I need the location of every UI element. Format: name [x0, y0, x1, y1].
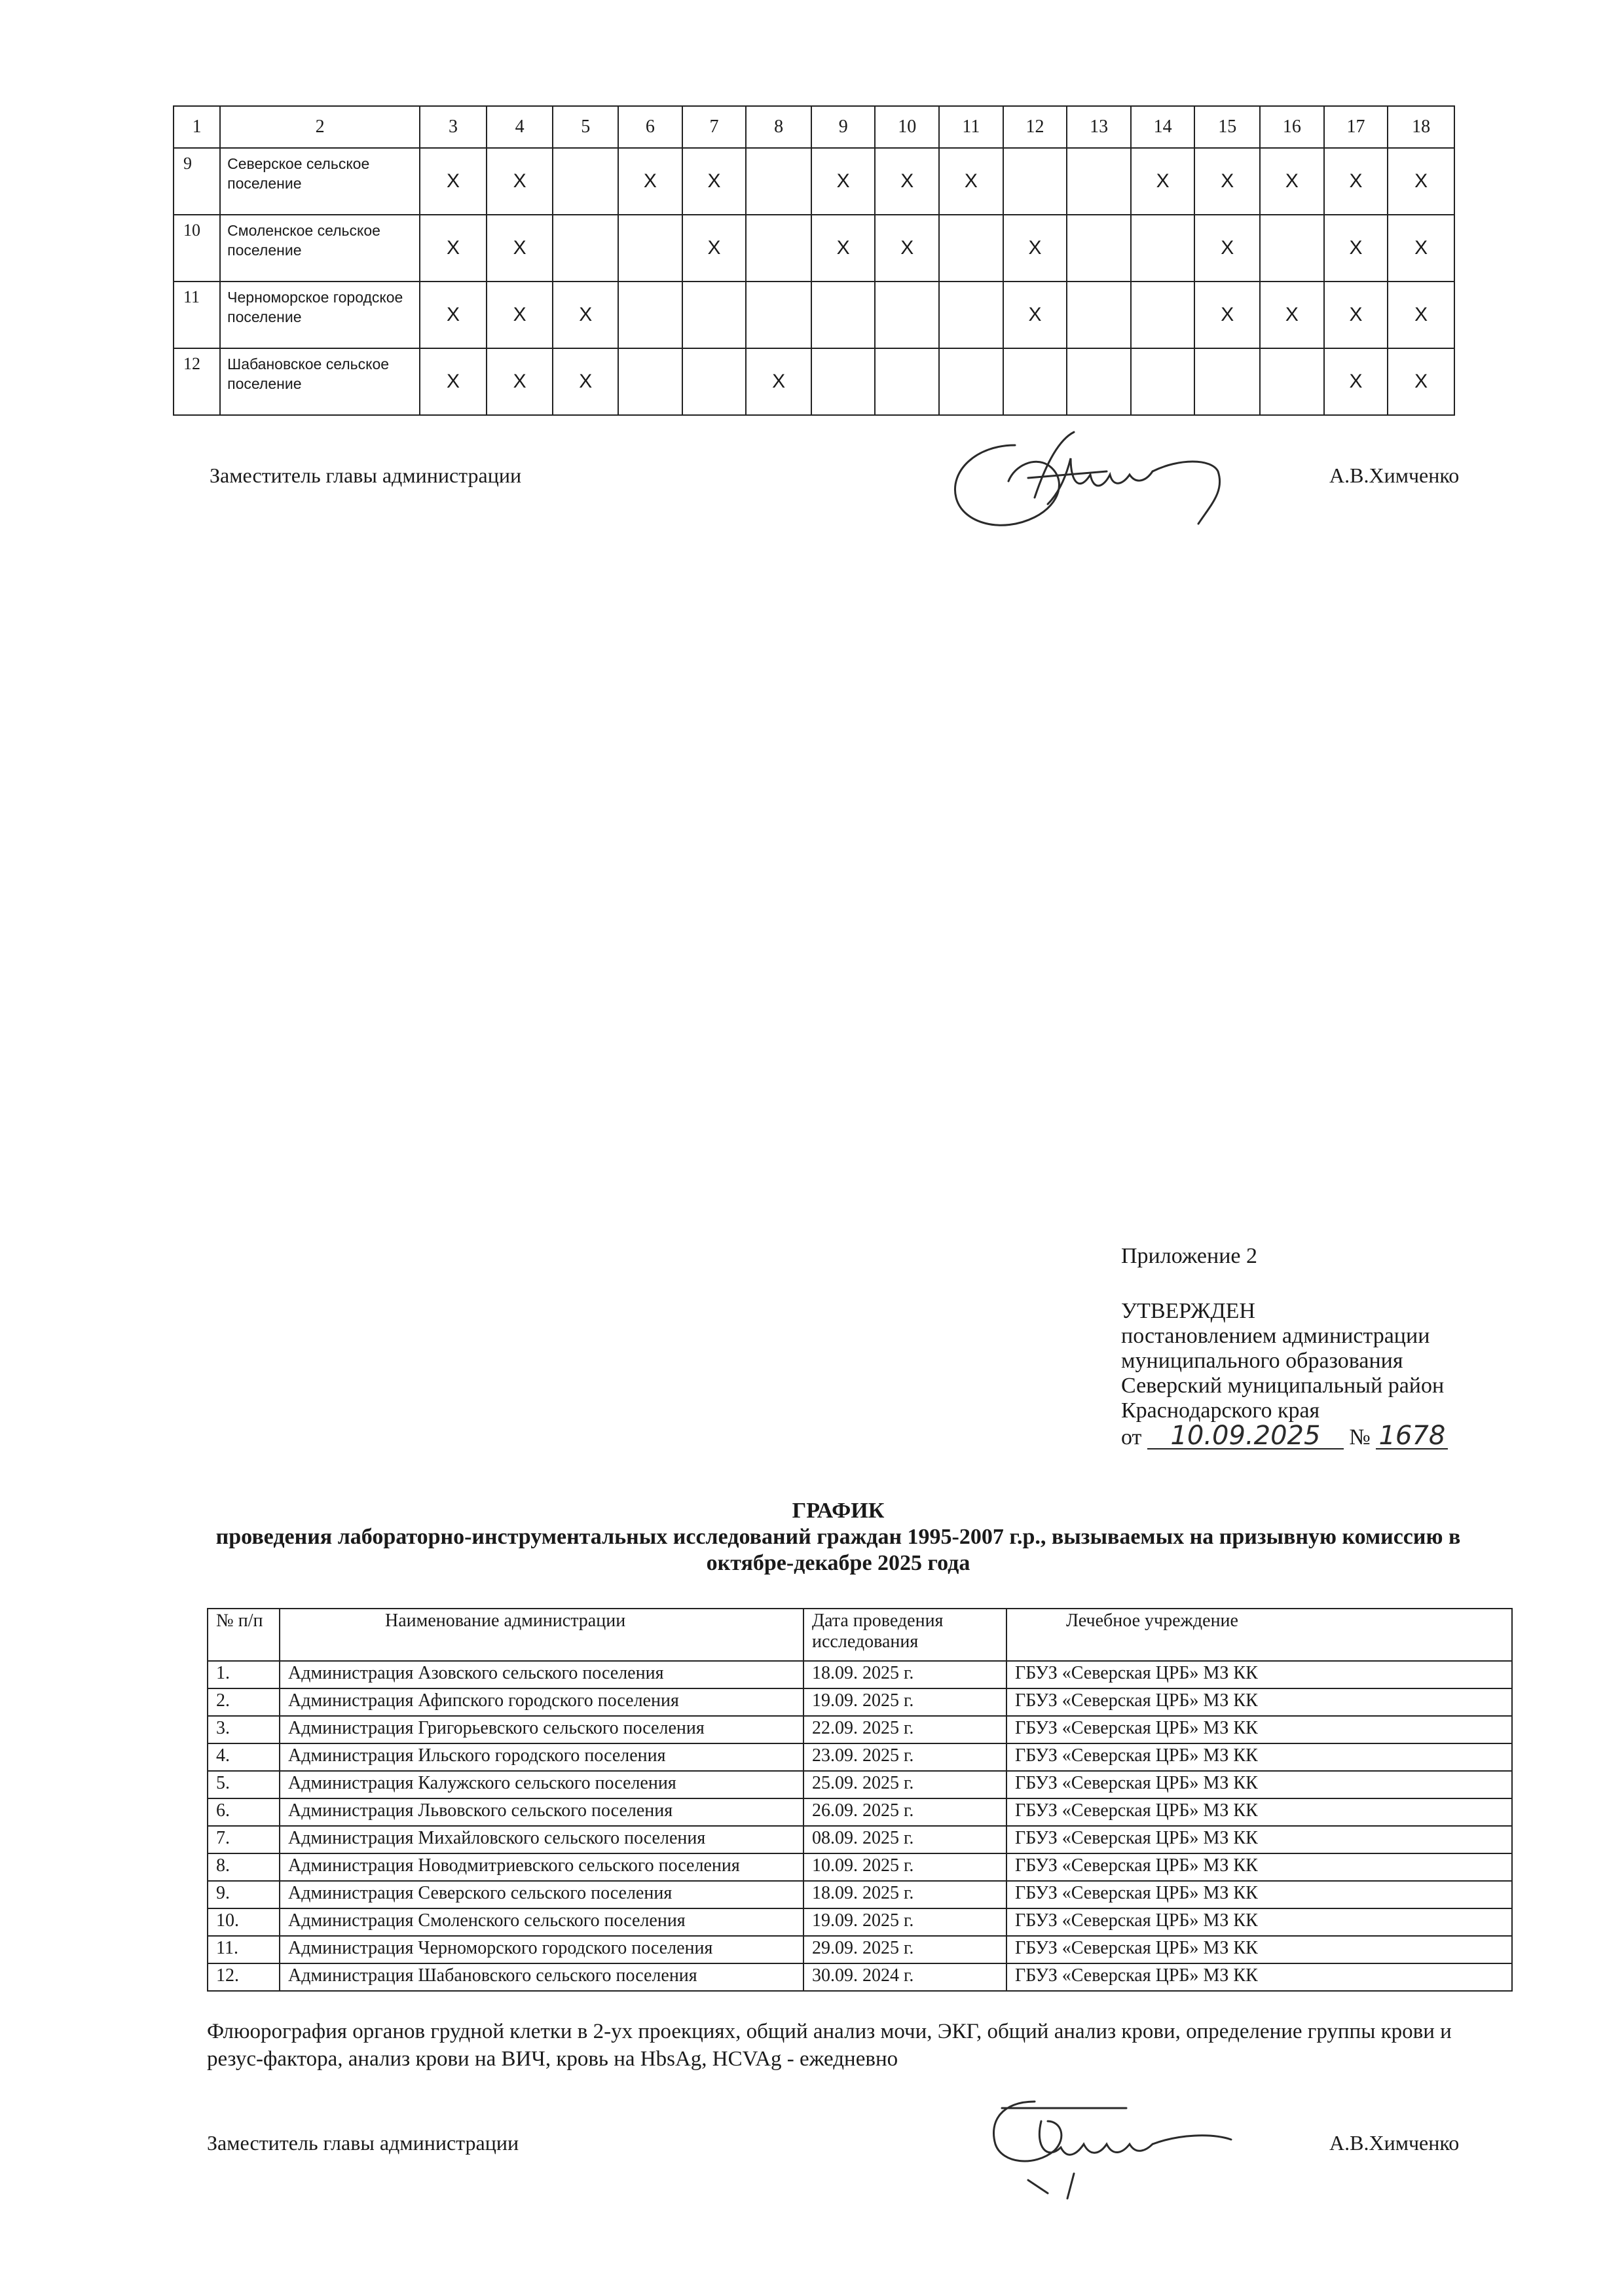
mark-cell	[1067, 282, 1131, 348]
administration-name: Администрация Ильского городского поселения	[280, 1743, 803, 1771]
row-number: 12	[174, 348, 220, 415]
examination-date: 22.09. 2025 г.	[803, 1716, 1006, 1743]
approval-number-handwritten: 1678	[1376, 1423, 1448, 1449]
row-number: 11.	[208, 1936, 280, 1963]
number-prefix: №	[1349, 1425, 1371, 1449]
appendix-block	[1121, 1244, 1448, 1453]
mark-cell: X	[811, 148, 876, 215]
table-row	[208, 1771, 1512, 1798]
table-row	[208, 1688, 1512, 1716]
mark-cell	[939, 348, 1003, 415]
grid-header-cell: 16	[1260, 106, 1324, 148]
table-row	[208, 1716, 1512, 1743]
research-note: Флюорография органов грудной клетки в 2-ух проекциях, общий анализ мочи, ЭКГ, общий анализ крови, определение группы крови и резус-фактора, анализ крови на ВИЧ, кровь на HbsAg, HCVAg - ежедневно	[207, 2020, 1452, 2071]
signature-position-top: Заместитель главы администрации	[210, 464, 522, 487]
mark-cell: X	[1324, 215, 1388, 282]
grid-header-cell: 6	[618, 106, 682, 148]
mark-cell	[746, 282, 811, 348]
grid-header-cell: 4	[487, 106, 553, 148]
mark-cell	[682, 282, 747, 348]
signature-position-bottom: Заместитель главы администрации	[207, 2131, 519, 2155]
row-number: 4.	[208, 1743, 280, 1771]
table-row	[174, 282, 1454, 348]
administration-name: Администрация Калужского сельского поселения	[280, 1771, 803, 1798]
title-heading: ГРАФИК	[792, 1499, 885, 1523]
administration-name: Администрация Михайловского сельского поселения	[280, 1826, 803, 1853]
header-name: Наименование администрации	[280, 1609, 803, 1661]
mark-cell: X	[1003, 215, 1067, 282]
settlement-name: Смоленское сельское поселение	[220, 215, 420, 282]
grid-header-cell: 5	[553, 106, 618, 148]
grid-header-cell: 7	[682, 106, 747, 148]
settlement-name: Северское сельское поселение	[220, 148, 420, 215]
mark-cell: X	[487, 215, 553, 282]
header-num: № п/п	[208, 1609, 280, 1661]
administration-name: Администрация Смоленского сельского поселения	[280, 1908, 803, 1936]
mark-cell	[618, 348, 682, 415]
header-clinic: Лечебное учреждение	[1006, 1609, 1512, 1661]
mark-cell	[811, 282, 876, 348]
table-row	[174, 215, 1454, 282]
table-row	[208, 1908, 1512, 1936]
grid-header-cell: 15	[1194, 106, 1260, 148]
schedule-header-row	[208, 1609, 1512, 1661]
clinic-name: ГБУЗ «Северская ЦРБ» МЗ КК	[1006, 1826, 1512, 1853]
mark-cell: X	[487, 148, 553, 215]
mark-cell	[1260, 215, 1324, 282]
clinic-name: ГБУЗ «Северская ЦРБ» МЗ КК	[1006, 1963, 1512, 1991]
approved-line: муниципального образования	[1121, 1349, 1403, 1373]
approved-line: Краснодарского края	[1121, 1398, 1320, 1423]
mark-cell: X	[420, 348, 487, 415]
grid-header-cell: 17	[1324, 106, 1388, 148]
examination-date: 29.09. 2025 г.	[803, 1936, 1006, 1963]
clinic-name: ГБУЗ «Северская ЦРБ» МЗ КК	[1006, 1661, 1512, 1688]
mark-cell	[618, 215, 682, 282]
title-subtitle: проведения лабораторно-инструментальных исследований граждан 1995-2007 г.р., вызываемых на призывную комиссию в октябре-декабре 2025 года	[215, 1525, 1461, 1575]
mark-cell: X	[939, 148, 1003, 215]
row-number: 12.	[208, 1963, 280, 1991]
mark-cell	[875, 348, 939, 415]
document-title	[196, 1498, 1480, 1576]
mark-cell	[1067, 215, 1131, 282]
clinic-name: ГБУЗ «Северская ЦРБ» МЗ КК	[1006, 1716, 1512, 1743]
signature-name-bottom: А.В.Химченко	[1329, 2131, 1460, 2155]
table-row	[208, 1743, 1512, 1771]
mark-cell: X	[875, 148, 939, 215]
mark-cell: X	[1324, 148, 1388, 215]
grid-header-cell: 8	[746, 106, 811, 148]
grid-header-cell: 10	[875, 106, 939, 148]
mark-cell	[1003, 148, 1067, 215]
grid-header-cell: 13	[1067, 106, 1131, 148]
from-prefix: от	[1121, 1425, 1142, 1449]
mark-cell: X	[1260, 148, 1324, 215]
mark-cell	[1067, 148, 1131, 215]
approved-label: УТВЕРЖДЕН	[1121, 1299, 1255, 1323]
table-row	[174, 148, 1454, 215]
mark-cell	[1131, 215, 1195, 282]
mark-cell: X	[420, 215, 487, 282]
administration-name: Администрация Азовского сельского поселения	[280, 1661, 803, 1688]
row-number: 1.	[208, 1661, 280, 1688]
row-number: 10	[174, 215, 220, 282]
examination-date: 19.09. 2025 г.	[803, 1688, 1006, 1716]
mark-cell: X	[1388, 348, 1454, 415]
clinic-name: ГБУЗ «Северская ЦРБ» МЗ КК	[1006, 1853, 1512, 1881]
table-row	[208, 1881, 1512, 1908]
row-number: 10.	[208, 1908, 280, 1936]
handwritten-signature-bottom	[963, 2082, 1251, 2200]
clinic-name: ГБУЗ «Северская ЦРБ» МЗ КК	[1006, 1798, 1512, 1826]
administration-name: Администрация Львовского сельского поселения	[280, 1798, 803, 1826]
mark-cell: X	[811, 215, 876, 282]
appendix-label: Приложение 2	[1121, 1244, 1257, 1268]
row-number: 9	[174, 148, 220, 215]
table-row	[208, 1853, 1512, 1881]
mark-cell: X	[875, 215, 939, 282]
clinic-name: ГБУЗ «Северская ЦРБ» МЗ КК	[1006, 1908, 1512, 1936]
mark-cell	[939, 282, 1003, 348]
approved-line: постановлением администрации	[1121, 1324, 1430, 1348]
row-number: 7.	[208, 1826, 280, 1853]
mark-cell	[746, 215, 811, 282]
clinic-name: ГБУЗ «Северская ЦРБ» МЗ КК	[1006, 1771, 1512, 1798]
mark-cell	[553, 215, 618, 282]
mark-cell: X	[1003, 282, 1067, 348]
table-row	[208, 1936, 1512, 1963]
administration-name: Администрация Шабановского сельского поселения	[280, 1963, 803, 1991]
row-number: 9.	[208, 1881, 280, 1908]
mark-cell	[1260, 348, 1324, 415]
row-number: 8.	[208, 1853, 280, 1881]
settlement-name: Черноморское городское поселение	[220, 282, 420, 348]
table-row	[208, 1826, 1512, 1853]
table-row	[174, 348, 1454, 415]
mark-cell: X	[1324, 282, 1388, 348]
settlement-name: Шабановское сельское поселение	[220, 348, 420, 415]
mark-cell: X	[1260, 282, 1324, 348]
examination-date: 10.09. 2025 г.	[803, 1853, 1006, 1881]
grid-header-cell: 2	[220, 106, 420, 148]
examination-date: 19.09. 2025 г.	[803, 1908, 1006, 1936]
grid-header-cell: 14	[1131, 106, 1195, 148]
table-row	[208, 1798, 1512, 1826]
mark-cell: X	[487, 282, 553, 348]
clinic-name: ГБУЗ «Северская ЦРБ» МЗ КК	[1006, 1936, 1512, 1963]
table-row	[208, 1963, 1512, 1991]
administration-name: Администрация Северского сельского поселения	[280, 1881, 803, 1908]
examination-date: 08.09. 2025 г.	[803, 1826, 1006, 1853]
row-number: 6.	[208, 1798, 280, 1826]
mark-cell	[618, 282, 682, 348]
examination-date: 23.09. 2025 г.	[803, 1743, 1006, 1771]
administration-name: Администрация Григорьевского сельского поселения	[280, 1716, 803, 1743]
mark-cell: X	[1194, 148, 1260, 215]
mark-cell: X	[1388, 282, 1454, 348]
mark-cell: X	[1194, 282, 1260, 348]
row-number: 2.	[208, 1688, 280, 1716]
examination-date: 25.09. 2025 г.	[803, 1771, 1006, 1798]
continuation-table	[173, 105, 1455, 416]
table-row	[208, 1661, 1512, 1688]
mark-cell	[1003, 348, 1067, 415]
approval-date-handwritten: 10.09.2025	[1147, 1423, 1344, 1449]
mark-cell: X	[746, 348, 811, 415]
grid-header-cell: 1	[174, 106, 220, 148]
mark-cell	[682, 348, 747, 415]
clinic-name: ГБУЗ «Северская ЦРБ» МЗ КК	[1006, 1881, 1512, 1908]
mark-cell: X	[618, 148, 682, 215]
clinic-name: ГБУЗ «Северская ЦРБ» МЗ КК	[1006, 1743, 1512, 1771]
administration-name: Администрация Черноморского городского поселения	[280, 1936, 803, 1963]
mark-cell: X	[682, 215, 747, 282]
mark-cell	[553, 148, 618, 215]
examination-date: 18.09. 2025 г.	[803, 1661, 1006, 1688]
row-number: 3.	[208, 1716, 280, 1743]
clinic-name: ГБУЗ «Северская ЦРБ» МЗ КК	[1006, 1688, 1512, 1716]
mark-cell	[1194, 348, 1260, 415]
header-date: Дата проведения исследования	[803, 1609, 1006, 1661]
schedule-table	[207, 1608, 1513, 1992]
mark-cell: X	[1131, 148, 1195, 215]
mark-cell: X	[1324, 348, 1388, 415]
row-number: 5.	[208, 1771, 280, 1798]
grid-header-cell: 12	[1003, 106, 1067, 148]
mark-cell	[811, 348, 876, 415]
signature-name-top: А.В.Химченко	[1329, 464, 1460, 487]
examination-date: 26.09. 2025 г.	[803, 1798, 1006, 1826]
approved-line: Северский муниципальный район	[1121, 1374, 1445, 1398]
mark-cell	[1131, 348, 1195, 415]
handwritten-signature-top	[936, 419, 1238, 550]
approval-date-line	[1121, 1423, 1448, 1453]
administration-name: Администрация Афипского городского поселения	[280, 1688, 803, 1716]
mark-cell	[1131, 282, 1195, 348]
mark-cell: X	[1194, 215, 1260, 282]
grid-header-cell: 9	[811, 106, 876, 148]
examination-date: 18.09. 2025 г.	[803, 1881, 1006, 1908]
mark-cell	[875, 282, 939, 348]
mark-cell: X	[487, 348, 553, 415]
mark-cell: X	[553, 282, 618, 348]
row-number: 11	[174, 282, 220, 348]
mark-cell	[939, 215, 1003, 282]
mark-cell	[1067, 348, 1131, 415]
grid-header-cell: 11	[939, 106, 1003, 148]
mark-cell: X	[682, 148, 747, 215]
mark-cell: X	[553, 348, 618, 415]
grid-header-cell: 18	[1388, 106, 1454, 148]
examination-date: 30.09. 2024 г.	[803, 1963, 1006, 1991]
administration-name: Администрация Новодмитриевского сельского поселения	[280, 1853, 803, 1881]
mark-cell	[746, 148, 811, 215]
mark-cell: X	[1388, 148, 1454, 215]
mark-cell: X	[1388, 215, 1454, 282]
mark-cell: X	[420, 148, 487, 215]
grid-header-cell: 3	[420, 106, 487, 148]
grid-header-row	[174, 106, 1454, 148]
mark-cell: X	[420, 282, 487, 348]
